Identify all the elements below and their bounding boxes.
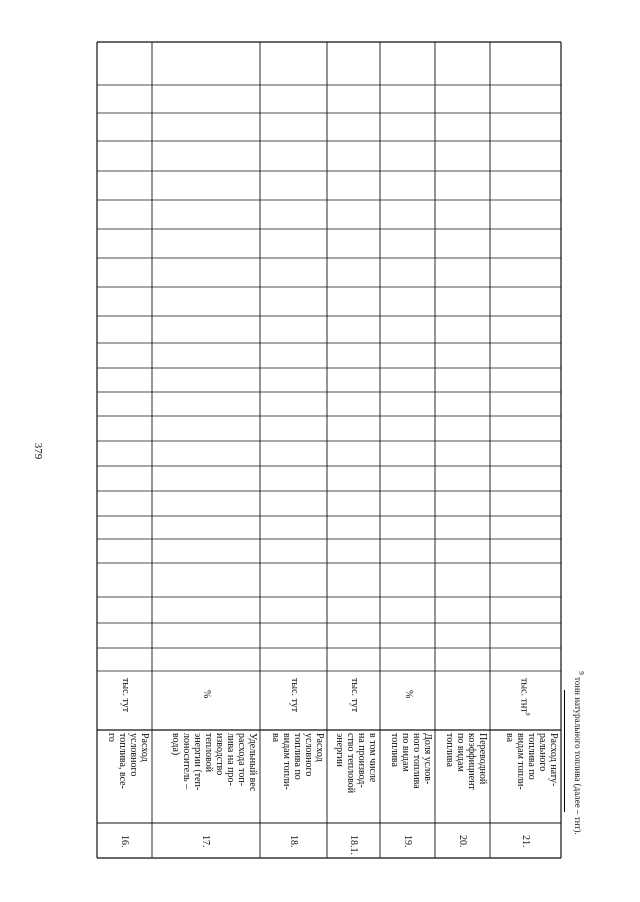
row-name-line: тепловой [203, 733, 214, 773]
row-name-line: энергии (теп- [192, 733, 203, 791]
row-name-line: топлива по [526, 733, 537, 780]
row-unit-text: тыс. тут [288, 678, 300, 713]
row-number: 20. [456, 835, 468, 848]
row-name [389, 733, 433, 789]
row-name-line: на производ- [356, 733, 367, 788]
row-unit [120, 678, 131, 712]
row-name-line: Переводной [477, 733, 488, 785]
row-name-line: ство тепловой [345, 733, 356, 794]
row-name-line: топлива [444, 733, 455, 767]
row-name-line: Удельный вес [247, 733, 258, 792]
row-name-line: ва [270, 733, 281, 743]
row-unit [289, 678, 300, 712]
row-name [444, 733, 488, 790]
row-name-line: ного топлива [411, 733, 422, 789]
row-unit-text: тыс. тнт [518, 678, 530, 713]
page-number: 379 [32, 442, 44, 460]
footnote-ref: 9 [523, 712, 530, 716]
footnote-text: тонн натурального топлива (далее – тнт). [573, 677, 583, 835]
row-name-line: Расход нату- [548, 733, 559, 787]
row-unit-text: % [201, 690, 212, 699]
row-name [270, 733, 325, 790]
row-unit [518, 678, 531, 716]
row-unit-text: тыс. тут [119, 678, 131, 713]
row-number: 19. [401, 835, 413, 848]
row-name-line: видам топли- [281, 733, 292, 790]
row-name-line: рального [537, 733, 548, 772]
row-name-line: Расход [314, 733, 325, 762]
row-name-line: по видам [455, 733, 466, 772]
row-name [334, 733, 378, 793]
row-name [504, 733, 559, 790]
row-name-line: лива на про- [225, 733, 236, 786]
row-unit-text: % [402, 690, 414, 699]
row-unit [403, 690, 414, 698]
row-name-line: изводство [214, 733, 225, 776]
row-name-line: энергии [334, 733, 345, 767]
row-name-line: условного [303, 733, 314, 777]
row-name-line: го [106, 733, 117, 742]
row-name-line: Доля услов- [422, 733, 433, 785]
row-name-line: лоноситель – [181, 733, 192, 790]
row-unit [201, 690, 212, 698]
row-number: 21. [519, 835, 531, 848]
row-unit-text: тыс. тут [348, 678, 360, 713]
row-name-line: Расход [139, 733, 150, 762]
row-name-line: в том числе [367, 733, 378, 783]
row-number: 18.1. [347, 835, 359, 855]
footnote [573, 671, 585, 834]
row-name [170, 733, 258, 791]
row-name-line: расхода топ- [236, 733, 247, 787]
footnote-separator [564, 690, 565, 812]
row-name-line: ва [504, 733, 515, 743]
row-number: 17. [200, 835, 211, 848]
row-name-line: топлива, все- [117, 733, 128, 789]
row-number: 18. [287, 835, 299, 848]
row-name-line: топлива по [292, 733, 303, 780]
row-name-line: вода) [170, 733, 181, 756]
row-name [106, 733, 150, 789]
row-name-line: коэффициент [466, 733, 477, 790]
row-number: 16. [118, 835, 130, 848]
row-name-line: топлива [389, 733, 400, 767]
row-unit [349, 678, 360, 712]
row-name-line: по видам [400, 733, 411, 772]
row-name-line: видам топли- [515, 733, 526, 790]
footnote-mark: 9 [577, 671, 585, 675]
row-name-line: условного [128, 733, 139, 777]
